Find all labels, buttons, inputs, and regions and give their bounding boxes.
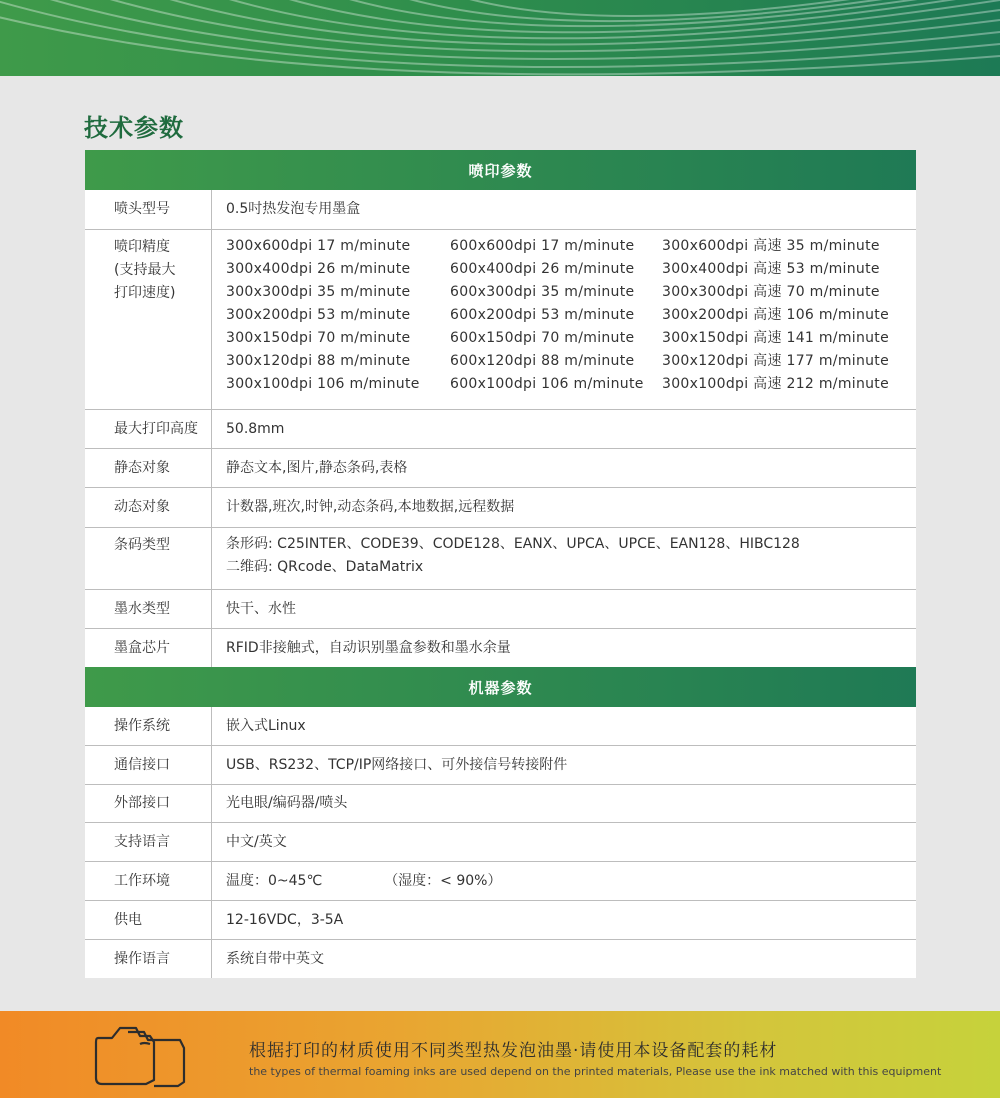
precision-grid [226,230,889,396]
page-title: 技术参数 [84,114,184,142]
precision-entry: 300x120dpi 高速 177 m/minute [662,353,889,369]
top-decor-band [0,0,1000,76]
precision-label [85,230,212,409]
precision-entry: 300x200dpi 高速 106 m/minute [662,307,889,323]
row-value: RFID非接触式，自动识别墨盒参数和墨水余量 [226,639,511,656]
precision-label-line: 打印速度) [114,285,176,301]
row-label: 条码类型 [85,528,212,589]
wave-lines-decor [0,0,1000,76]
precision-row [85,230,916,410]
row-label: 通信接口 [85,746,212,784]
precision-entry: 300x120dpi 88 m/minute [226,353,411,369]
precision-entry: 600x400dpi 26 m/minute [450,261,635,277]
precision-entry: 300x400dpi 高速 53 m/minute [662,261,880,277]
print-params-header: 喷印参数 [85,150,916,190]
environment-row [85,862,916,901]
precision-entry: 600x100dpi 106 m/minute [450,376,644,392]
row-label: 外部接口 [85,785,212,822]
precision-entry: 300x100dpi 106 m/minute [226,376,420,392]
row-value: 静态文本,图片,静态条码,表格 [226,459,408,476]
machine-params-header: 机器参数 [85,667,916,707]
row-label: 操作语言 [85,940,212,978]
table-row [85,746,916,785]
row-label: 墨盒芯片 [85,629,212,667]
table-row [85,488,916,528]
row-label: 墨水类型 [85,590,212,628]
row-value: 12-16VDC，3-5A [226,911,344,928]
table-row [85,410,916,449]
footer-cn-text: 根据打印的材质使用不同类型热发泡油墨·请使用本设备配套的耗材 [249,1041,778,1061]
row-label: 工作环境 [85,862,212,900]
row-label: 支持语言 [85,823,212,861]
row-value: USB、RS232、TCP/IP网络接口、可外接信号转接附件 [226,756,568,773]
table-row [85,901,916,940]
humidity-value: （湿度：< 90%） [384,872,502,889]
row-value: 系统自带中英文 [226,950,324,967]
barcode-line: 条形码: C25INTER、CODE39、CODE128、EANX、UPCA、UPCE、EAN128、HIBC128 [226,536,800,552]
footer-en-text: the types of thermal foaming inks are used depend on the printed materials, Please use the ink matched with this equipment [249,1065,942,1078]
precision-entry: 300x300dpi 高速 70 m/minute [662,284,880,300]
row-label: 操作系统 [85,707,212,745]
ink-cartridge-icon [92,1022,202,1088]
precision-label-line: 喷印精度 [114,239,170,255]
precision-entry: 300x400dpi 26 m/minute [226,261,411,277]
table-row [85,707,916,746]
precision-col-3 [662,235,889,396]
row-value: 0.5吋热发泡专用墨盒 [226,201,361,217]
table-row [85,629,916,667]
table-row [85,449,916,488]
table-row [85,940,916,978]
temperature-value: 温度：0~45℃ [226,872,323,889]
environment-values [212,862,916,900]
spec-table [85,150,916,978]
precision-entry: 300x150dpi 高速 141 m/minute [662,330,889,346]
barcode-line: 二维码: QRcode、DataMatrix [226,559,424,575]
precision-entry: 600x120dpi 88 m/minute [450,353,635,369]
precision-entry: 300x600dpi 高速 35 m/minute [662,238,880,254]
row-label: 喷头型号 [85,190,212,229]
row-value: 快干、水性 [226,600,296,617]
table-row [85,785,916,823]
precision-label-line: (支持最大 [114,262,176,278]
barcode-row [85,528,916,590]
row-value: 光电眼/编码器/喷头 [226,795,348,811]
precision-entry: 300x100dpi 高速 212 m/minute [662,376,889,392]
precision-values [212,230,916,409]
row-label: 动态对象 [85,488,212,527]
precision-entry: 600x150dpi 70 m/minute [450,330,635,346]
precision-entry: 600x300dpi 35 m/minute [450,284,635,300]
table-row [85,590,916,629]
precision-entry: 300x600dpi 17 m/minute [226,238,411,254]
row-label: 最大打印高度 [85,410,212,448]
barcode-values [212,528,916,589]
row-value: 嵌入式Linux [226,717,306,734]
row-value: 50.8mm [226,420,285,437]
precision-col-1 [226,235,450,396]
precision-entry: 600x600dpi 17 m/minute [450,238,635,254]
precision-entry: 300x200dpi 53 m/minute [226,307,411,323]
row-label: 供电 [85,901,212,939]
row-value: 计数器,班次,时钟,动态条码,本地数据,远程数据 [226,499,515,515]
table-row [85,823,916,862]
row-value: 中文/英文 [226,833,287,850]
precision-entry: 300x300dpi 35 m/minute [226,284,411,300]
row-label: 静态对象 [85,449,212,487]
table-row [85,190,916,230]
precision-col-2 [450,235,662,396]
precision-entry: 600x200dpi 53 m/minute [450,307,635,323]
precision-entry: 300x150dpi 70 m/minute [226,330,411,346]
